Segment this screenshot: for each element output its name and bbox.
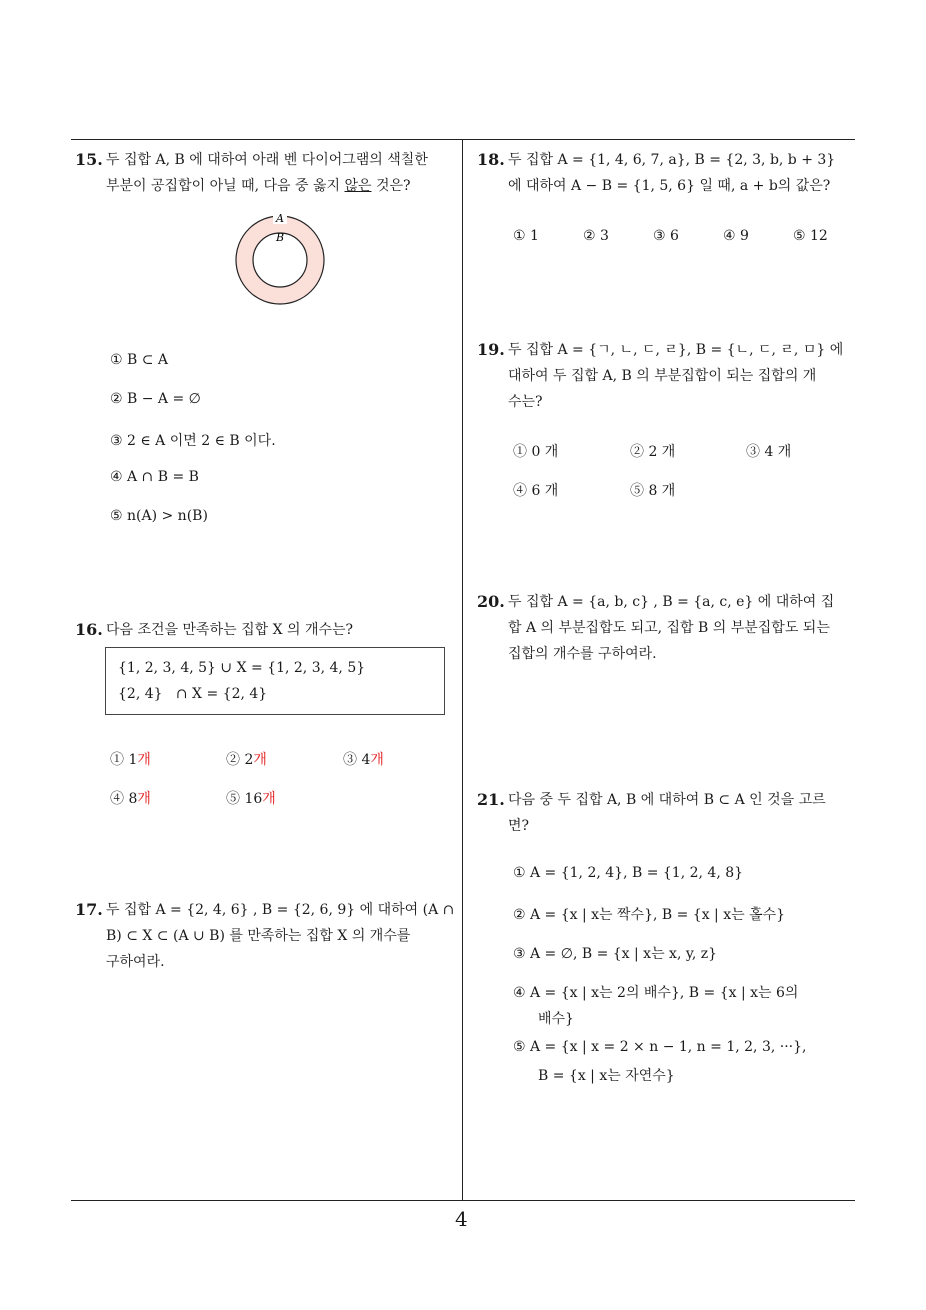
option-4[interactable]: ④ 6 개 <box>513 483 559 499</box>
condition-box <box>105 647 445 715</box>
option-2[interactable]: ② 3 <box>583 228 609 244</box>
top-rule <box>71 139 855 140</box>
question-number: 15. <box>75 150 103 169</box>
option-4[interactable]: ④ A = {x | x는 2의 배수}, B = {x | x는 6의 <box>513 985 799 1001</box>
question-number: 18. <box>477 150 505 169</box>
question-text: 에 대하여 A − B = {1, 5, 6} 일 때, a + b의 값은? <box>508 178 831 194</box>
question-text: 두 집합 A = {2, 4, 6} , B = {2, 6, 9} 에 대하여 (A ∩ <box>106 902 455 918</box>
question-18 <box>477 147 862 199</box>
bottom-rule <box>71 1200 855 1201</box>
option-5[interactable]: ⑤ 16개 <box>226 791 276 807</box>
question-15 <box>75 147 457 199</box>
venn-diagram <box>230 210 330 310</box>
option-3[interactable]: ③ 4 개 <box>746 444 792 460</box>
question-16 <box>75 617 457 643</box>
question-number: 17. <box>75 900 103 919</box>
emphasis-text: 않은 <box>344 178 372 194</box>
question-text: 다음 조건을 만족하는 집합 X 의 개수는? <box>106 622 354 638</box>
question-17 <box>75 897 457 975</box>
question-text: 두 집합 A = {ㄱ, ㄴ, ㄷ, ㄹ}, B = {ㄴ, ㄷ, ㄹ, ㅁ} 에 <box>508 342 844 358</box>
option-5[interactable]: ⑤ 12 <box>793 228 828 244</box>
unit-label: 개 <box>137 752 151 768</box>
option-2[interactable]: ② A = {x | x는 짝수}, B = {x | x는 홀수} <box>513 907 786 923</box>
column-divider <box>462 139 463 1201</box>
venn-label-b: B <box>275 231 285 244</box>
option-1[interactable]: ① A = {1, 2, 4}, B = {1, 2, 4, 8} <box>513 865 744 881</box>
option-3[interactable]: ③ 6 <box>653 228 679 244</box>
condition-line-2: {2, 4} ∩ X = {2, 4} <box>118 686 268 702</box>
option-5-continued: B = {x | x는 자연수} <box>538 1068 675 1084</box>
option-3[interactable]: ③ 2 ∈ A 이면 2 ∈ B 이다. <box>110 433 276 449</box>
venn-label-a: A <box>276 212 284 225</box>
option-2[interactable]: ② B − A = ∅ <box>110 391 201 407</box>
option-2[interactable]: ② 2 개 <box>630 444 676 460</box>
question-text: 부분이 공집합이 아닐 때, 다음 중 옳지 않은 것은? <box>106 178 411 194</box>
option-5[interactable]: ⑤ A = {x | x = 2 × n − 1, n = 1, 2, 3, ···}, <box>513 1039 807 1055</box>
question-number: 19. <box>477 340 505 359</box>
option-3[interactable]: ③ 4개 <box>343 752 384 768</box>
option-4[interactable]: ④ A ∩ B = B <box>110 469 199 485</box>
question-text: B) ⊂ X ⊂ (A ∪ B) 를 만족하는 집합 X 의 개수를 <box>106 928 411 944</box>
question-number: 16. <box>75 620 103 639</box>
question-text: 두 집합 A = {1, 4, 6, 7, a}, B = {2, 3, b, b + 3} <box>508 152 836 168</box>
question-text: 두 집합 A, B 에 대하여 아래 벤 다이어그램의 색칠한 <box>106 152 428 168</box>
option-1[interactable]: ① 1개 <box>110 752 151 768</box>
question-text: 대하여 두 집합 A, B 의 부분집합이 되는 집합의 개 <box>508 368 817 384</box>
unit-label: 개 <box>370 752 384 768</box>
question-text: 합 A 의 부분집합도 되고, 집합 B 의 부분집합도 되는 <box>508 620 830 636</box>
option-4[interactable]: ④ 8개 <box>110 791 151 807</box>
question-text: 면? <box>508 818 530 834</box>
option-1[interactable]: ① 0 개 <box>513 444 559 460</box>
question-text: 두 집합 A = {a, b, c} , B = {a, c, e} 에 대하여 집 <box>508 594 835 610</box>
question-text: 구하여라. <box>106 954 165 970</box>
option-3[interactable]: ③ A = ∅, B = {x | x는 x, y, z} <box>513 946 718 962</box>
option-5[interactable]: ⑤ 8 개 <box>630 483 676 499</box>
question-text: 다음 중 두 집합 A, B 에 대하여 B ⊂ A 인 것을 고르 <box>508 792 826 808</box>
unit-label: 개 <box>262 791 276 807</box>
page-number: 4 <box>455 1207 468 1231</box>
option-4[interactable]: ④ 9 <box>723 228 749 244</box>
unit-label: 개 <box>137 791 151 807</box>
question-number: 21. <box>477 790 505 809</box>
option-1[interactable]: ① 1 <box>513 228 539 244</box>
question-20 <box>477 589 862 667</box>
option-1[interactable]: ① B ⊂ A <box>110 352 169 368</box>
question-21 <box>477 787 862 839</box>
question-19 <box>477 337 862 415</box>
option-2[interactable]: ② 2개 <box>226 752 267 768</box>
option-5[interactable]: ⑤ n(A) > n(B) <box>110 508 208 524</box>
condition-line-1: {1, 2, 3, 4, 5} ∪ X = {1, 2, 3, 4, 5} <box>118 660 366 676</box>
question-number: 20. <box>477 592 505 611</box>
option-4-continued: 배수} <box>538 1011 574 1027</box>
unit-label: 개 <box>253 752 267 768</box>
question-text: 수는? <box>508 394 543 410</box>
question-text: 집합의 개수를 구하여라. <box>508 646 657 662</box>
